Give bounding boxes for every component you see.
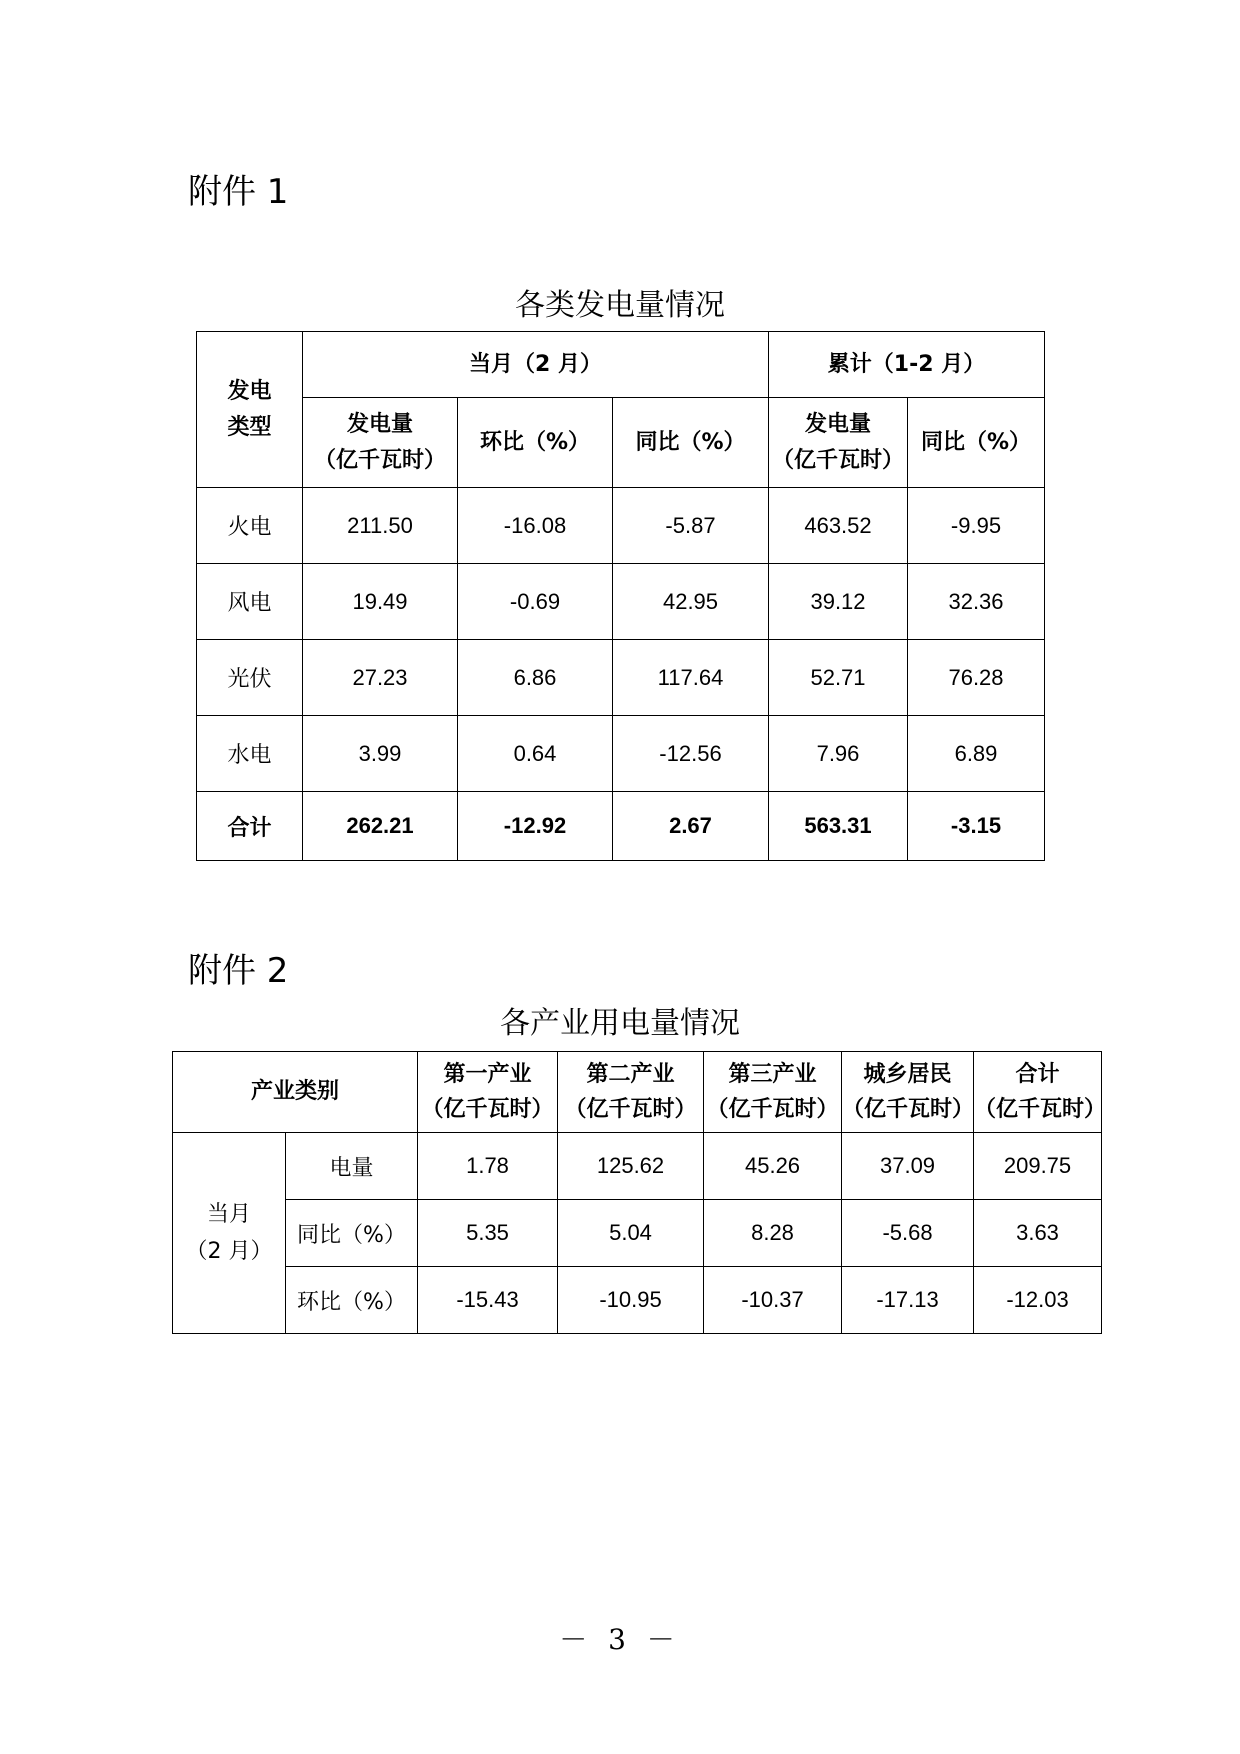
header-tertiary-industry: 第三产业 （亿千瓦时） <box>704 1052 842 1133</box>
cell-residents: -5.68 <box>842 1200 974 1267</box>
cell-secondary: 5.04 <box>558 1200 704 1267</box>
cell-cum-generation: 7.96 <box>769 716 908 792</box>
row-type: 水电 <box>197 716 303 792</box>
header-primary-industry: 第一产业 （亿千瓦时） <box>418 1052 558 1133</box>
header-cum-yoy: 同比（%） <box>908 398 1045 488</box>
cell-secondary: 125.62 <box>558 1133 704 1200</box>
row-type: 火电 <box>197 488 303 564</box>
header-industry-category: 产业类别 <box>173 1052 418 1133</box>
page-number: － 3 － <box>559 1623 681 1656</box>
cell-mom: -0.69 <box>458 564 613 640</box>
cell-tertiary: 8.28 <box>704 1200 842 1267</box>
cell-generation: 3.99 <box>303 716 458 792</box>
generation-table <box>196 331 1045 861</box>
cell-generation: 211.50 <box>303 488 458 564</box>
cell-cum-generation: 39.12 <box>769 564 908 640</box>
table-row <box>173 1200 1102 1267</box>
cell-cum-generation: 463.52 <box>769 488 908 564</box>
header-generation-type: 发电 类型 <box>197 332 303 488</box>
cell-cum-yoy: -9.95 <box>908 488 1045 564</box>
group-current-month: 当月 （2 月） <box>173 1133 286 1334</box>
cell-cum-yoy: 6.89 <box>908 716 1045 792</box>
header-current-month: 当月（2 月） <box>303 332 769 398</box>
cell-yoy: 42.95 <box>613 564 769 640</box>
cell-generation: 27.23 <box>303 640 458 716</box>
consumption-table <box>172 1051 1107 1334</box>
cell-yoy: 117.64 <box>613 640 769 716</box>
table-row <box>173 1133 1102 1200</box>
cell-cum-yoy: 76.28 <box>908 640 1045 716</box>
header-urban-rural-residents: 城乡居民 （亿千瓦时） <box>842 1052 974 1133</box>
cell-cum-yoy: -3.15 <box>908 792 1045 861</box>
cell-yoy: 2.67 <box>613 792 769 861</box>
cell-mom: 0.64 <box>458 716 613 792</box>
header-generation: 发电量 （亿千瓦时） <box>303 398 458 488</box>
cell-primary: 1.78 <box>418 1133 558 1200</box>
cell-cum-generation: 52.71 <box>769 640 908 716</box>
total-row <box>197 792 1045 861</box>
cell-mom: -12.92 <box>458 792 613 861</box>
cell-primary: 5.35 <box>418 1200 558 1267</box>
row-type: 光伏 <box>197 640 303 716</box>
cell-generation: 19.49 <box>303 564 458 640</box>
row-type: 合计 <box>197 792 303 861</box>
row-metric: 环比（%） <box>286 1267 418 1334</box>
cell-total: 209.75 <box>974 1133 1102 1200</box>
table-row <box>197 488 1045 564</box>
attachment-2-label: 附件 2 <box>188 951 289 991</box>
cell-residents: -17.13 <box>842 1267 974 1334</box>
cell-total: -12.03 <box>974 1267 1102 1334</box>
header-mom: 环比（%） <box>458 398 613 488</box>
cell-tertiary: 45.26 <box>704 1133 842 1200</box>
table-row <box>197 640 1045 716</box>
header-yoy: 同比（%） <box>613 398 769 488</box>
cell-mom: -16.08 <box>458 488 613 564</box>
cell-secondary: -10.95 <box>558 1267 704 1334</box>
cell-yoy: -5.87 <box>613 488 769 564</box>
cell-total: 3.63 <box>974 1200 1102 1267</box>
cell-residents: 37.09 <box>842 1133 974 1200</box>
cell-generation: 262.21 <box>303 792 458 861</box>
attachment-1-label: 附件 1 <box>188 172 289 212</box>
cell-cum-yoy: 32.36 <box>908 564 1045 640</box>
header-cum-generation: 发电量 （亿千瓦时） <box>769 398 908 488</box>
row-metric: 电量 <box>286 1133 418 1200</box>
row-type: 风电 <box>197 564 303 640</box>
consumption-table-title: 各产业用电量情况 <box>500 1006 740 1041</box>
table-row <box>173 1267 1102 1334</box>
cell-cum-generation: 563.31 <box>769 792 908 861</box>
generation-table-title: 各类发电量情况 <box>515 288 725 323</box>
table-row <box>197 564 1045 640</box>
cell-primary: -15.43 <box>418 1267 558 1334</box>
table-row <box>197 716 1045 792</box>
row-metric: 同比（%） <box>286 1200 418 1267</box>
cell-mom: 6.86 <box>458 640 613 716</box>
cell-tertiary: -10.37 <box>704 1267 842 1334</box>
header-secondary-industry: 第二产业 （亿千瓦时） <box>558 1052 704 1133</box>
header-total: 合计 （亿千瓦时） <box>974 1052 1102 1133</box>
cell-yoy: -12.56 <box>613 716 769 792</box>
header-cumulative: 累计（1-2 月） <box>769 332 1045 398</box>
